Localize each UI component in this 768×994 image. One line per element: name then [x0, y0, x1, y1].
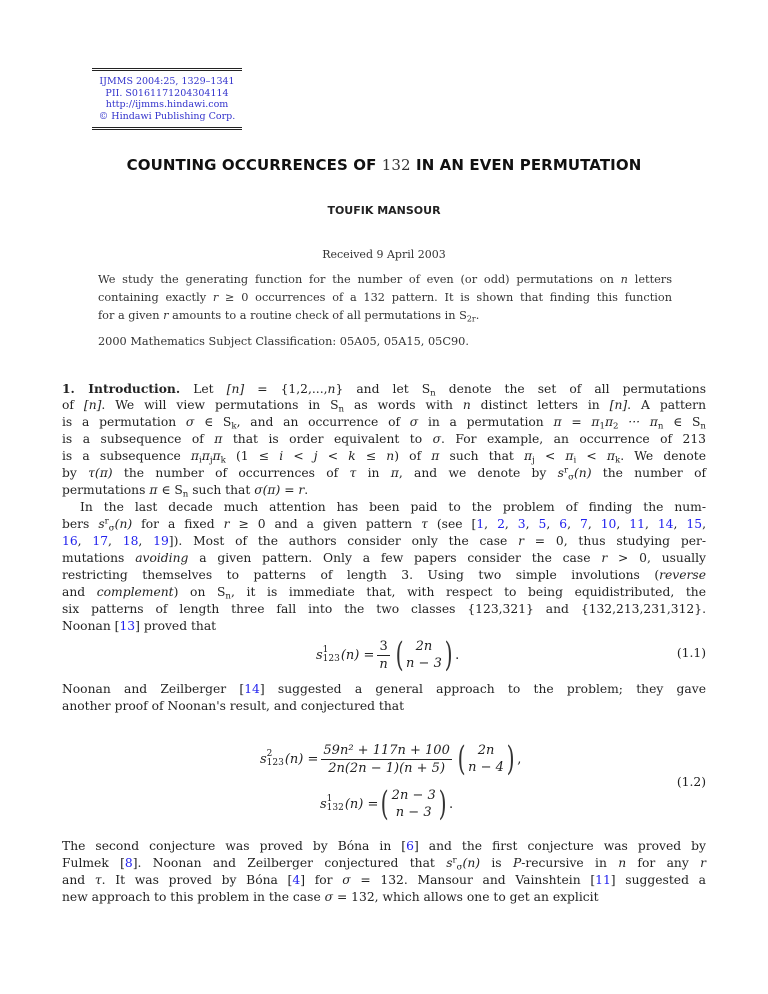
math-run: [n]	[83, 398, 102, 412]
math-run: reverse	[659, 568, 706, 582]
subscript: n	[430, 388, 436, 399]
text-run: and	[62, 873, 95, 887]
subscript: 1	[599, 421, 605, 432]
text-run: letters	[627, 273, 672, 286]
text-run: ≥ 0 and a given pattern	[229, 517, 422, 531]
equation-number: (1.2)	[676, 775, 706, 789]
title-post: IN AN EVEN PERMUTATION	[410, 156, 642, 174]
math-run: ··· π	[618, 415, 658, 429]
text-run: permutations	[62, 483, 150, 497]
citation-link[interactable]: 4	[292, 873, 301, 887]
citation-link[interactable]: 6	[559, 517, 568, 531]
equation-1-2-row2	[320, 784, 454, 824]
received-date: Received 9 April 2003	[322, 248, 446, 261]
text-run: ,	[673, 517, 687, 531]
math-run: π	[190, 449, 199, 463]
citation-link[interactable]: 19	[153, 534, 169, 548]
text-run: ] and the first conjecture was proved by	[413, 839, 706, 853]
text-run: ]. Noonan and Zeilberger conjectured that	[132, 856, 447, 870]
text-run: such that	[439, 449, 525, 463]
text-run: for a fixed	[132, 517, 224, 531]
eq-numerator: 3	[379, 638, 388, 654]
citation-link[interactable]: 16	[62, 534, 78, 548]
text-line	[62, 584, 706, 601]
msc-classification: 2000 Mathematics Subject Classification: 05A05, 05A15, 05C90.	[98, 335, 469, 348]
math-run: r	[223, 517, 230, 531]
citation-link[interactable]: 11	[595, 873, 611, 887]
citation-link[interactable]: 18	[122, 534, 139, 548]
text-run: = {1,2,...,	[244, 382, 328, 396]
eq-sub: 123	[322, 654, 340, 664]
text-run: distinct letters in	[470, 398, 610, 412]
binom-bottom: n − 4	[468, 760, 504, 775]
binomial: ( 2n n − 4 )	[457, 739, 515, 779]
text-run: mutations	[62, 551, 136, 565]
paragraph-history	[62, 838, 706, 906]
math-run: r	[518, 534, 525, 548]
text-line	[62, 448, 706, 465]
text-line	[62, 516, 706, 533]
eq-tail: .	[455, 647, 460, 663]
text-run: in a permutation	[418, 415, 554, 429]
text-line	[62, 533, 706, 550]
math-run: σ	[324, 890, 334, 904]
subscript: 2r	[466, 314, 476, 324]
text-line	[62, 499, 706, 516]
subscript: k	[231, 421, 237, 432]
citation-link[interactable]: 11	[629, 517, 645, 531]
math-run: [n]	[226, 382, 245, 396]
text-line	[62, 889, 706, 906]
text-run: ]). Most of the authors consider only the case	[168, 534, 519, 548]
text-line	[62, 601, 706, 618]
text-line	[62, 550, 706, 567]
text-run: ,	[702, 517, 706, 531]
subscript: n	[338, 404, 345, 415]
text-run: bers	[62, 517, 99, 531]
text-run: . A pattern	[627, 398, 706, 412]
citation-link[interactable]: 7	[580, 517, 588, 531]
text-run: amounts to a routine check of all permutations in	[168, 309, 460, 322]
text-run: ,	[77, 534, 93, 548]
text-line	[98, 289, 672, 307]
text-run: Let	[180, 382, 227, 396]
text-run: .	[475, 309, 480, 322]
equation-1-2-row1	[260, 739, 522, 779]
subscript: n	[700, 421, 706, 432]
binom-bottom: n − 3	[395, 805, 432, 820]
math-run: n	[618, 856, 627, 870]
text-line	[62, 482, 706, 499]
journal-header-box	[92, 68, 242, 130]
equation-1-1	[316, 635, 460, 675]
text-run: ,	[616, 517, 630, 531]
text-run: (see [	[427, 517, 477, 531]
text-run: and	[62, 585, 97, 599]
math-run: n	[462, 398, 471, 412]
text-line	[62, 397, 706, 414]
math-run: n	[620, 273, 628, 286]
math-run: π	[431, 449, 440, 463]
citation-link[interactable]: 14	[244, 682, 260, 696]
text-line	[62, 838, 706, 855]
math-run: π	[524, 449, 533, 463]
eq-sub: 123	[266, 758, 284, 768]
text-run: Noonan and Zeilberger [	[62, 682, 245, 696]
text-run: ∈ S	[663, 415, 701, 429]
text-run: ,	[484, 517, 498, 531]
eq-denominator: n	[379, 656, 388, 672]
citation-link[interactable]: 1	[476, 517, 485, 531]
math-run: π	[149, 483, 158, 497]
text-run: the number of	[591, 466, 707, 480]
math-run: (n)	[574, 466, 592, 480]
math-run: [n]	[609, 398, 628, 412]
text-line	[62, 681, 706, 698]
text-line	[62, 414, 706, 431]
citation-link[interactable]: 6	[406, 839, 414, 853]
text-run: a given pattern. Only a few papers consider the case	[188, 551, 602, 565]
text-run: that is order equivalent to	[222, 432, 433, 446]
subscript: σ	[568, 472, 574, 483]
subscript: σ	[108, 523, 115, 534]
eq-sup: 1	[322, 645, 329, 655]
text-run: , it is immediate that, with respect to being equidistributed, the	[230, 585, 706, 599]
author: TOUFIK MANSOUR	[327, 204, 441, 217]
paper-title	[0, 156, 768, 174]
math-run: σ	[342, 873, 351, 887]
eq-tail: .	[449, 796, 454, 812]
binomial: ( 2n n − 3 )	[395, 635, 453, 675]
math-run: π = π	[553, 415, 600, 429]
citation-link[interactable]: 5	[538, 517, 547, 531]
text-run: . It was proved by Bóna [	[101, 873, 293, 887]
eq-tail: ,	[517, 751, 522, 767]
math-run: s	[98, 517, 105, 531]
math-run: π	[390, 466, 399, 480]
math-run: π	[201, 449, 210, 463]
binom-top: 2n	[415, 639, 433, 654]
text-run: is a subsequence	[62, 449, 191, 463]
math-run: i < j < k	[279, 449, 356, 463]
text-run: for any	[626, 856, 701, 870]
superscript: r	[563, 465, 569, 476]
subscript: n	[182, 489, 189, 500]
superscript: r	[104, 516, 109, 527]
citation-link[interactable]: 8	[124, 856, 133, 870]
text-run: ,	[644, 517, 658, 531]
journal-url[interactable]: http://ijmms.hindawi.com	[105, 99, 229, 110]
citation-link[interactable]: 2	[497, 517, 505, 531]
paragraph-conjecture	[62, 681, 706, 715]
journal-citation: IJMMS 2004:25, 1329–1341	[99, 76, 235, 87]
text-run: ≤	[355, 449, 387, 463]
eq-arg: (n) =	[344, 796, 379, 812]
text-line	[62, 855, 706, 872]
text-line	[62, 618, 706, 635]
superscript: r	[452, 855, 457, 866]
text-line	[98, 307, 672, 325]
pii: PII. S0161171204304114	[105, 87, 229, 99]
text-run: } and let S	[335, 382, 431, 396]
text-line	[98, 271, 672, 289]
equation-number: (1.1)	[676, 646, 706, 660]
text-run: ] for	[300, 873, 343, 887]
text-run: ,	[525, 517, 539, 531]
text-line	[62, 698, 706, 715]
subscript: σ	[456, 862, 463, 873]
copyright: © Hindawi Publishing Corp.	[98, 110, 236, 122]
text-run: the number of occurrences of	[112, 466, 350, 480]
math-run: σ	[185, 415, 195, 429]
text-run: ∈ S	[157, 483, 183, 497]
text-run: ) of	[394, 449, 432, 463]
text-run: in	[356, 466, 391, 480]
title-number: 132	[381, 156, 411, 174]
text-run: ,	[108, 534, 123, 548]
text-run: . For example, an occurrence of 213	[441, 432, 706, 446]
math-run: σ	[409, 415, 419, 429]
binom-bottom: n − 3	[406, 656, 442, 671]
eq-s: s	[320, 796, 327, 812]
eq-sub: 132	[326, 803, 344, 813]
text-run: . We will view permutations in S	[101, 398, 339, 412]
text-run: ] suggested a general approach to the problem; they gave	[259, 682, 706, 696]
text-run: = 132, which allows one to get an explicit	[333, 890, 599, 904]
paragraph-introduction	[62, 380, 706, 635]
subscript: j	[532, 455, 535, 466]
text-run: for a given	[98, 309, 164, 322]
math-run: π	[214, 432, 223, 446]
text-run: We study the generating function for the number of even (or odd) permutations on	[98, 273, 621, 286]
subscript: k	[614, 455, 621, 466]
math-run: r	[212, 291, 219, 304]
math-run: n	[386, 449, 395, 463]
subscript: n	[225, 591, 231, 602]
text-run: restricting themselves to patterns of length 3. Using two simple involutions (	[62, 568, 660, 582]
subscript: k	[220, 455, 226, 466]
eq-sup: 2	[266, 749, 273, 759]
text-run: = 132. Mansour and Vainshtein [	[350, 873, 596, 887]
math-run: s	[557, 466, 564, 480]
math-run: avoiding	[135, 551, 189, 565]
subscript: i	[198, 455, 202, 466]
text-run: ≥ 0 occurrences of a 132 pattern. It is shown that finding this function	[218, 291, 672, 304]
text-run: .	[304, 483, 309, 497]
eq-arg: (n) =	[340, 647, 375, 663]
math-run: r	[163, 309, 169, 322]
math-run: σ	[432, 432, 442, 446]
text-run: six patterns of length three fall into the two classes {123,321} and {132,213,231,312}.	[62, 602, 706, 616]
text-run: containing exactly	[98, 291, 213, 304]
text-run: Fulmek [	[62, 856, 125, 870]
text-run: (1 ≤	[225, 449, 280, 463]
math-run: r	[700, 856, 706, 870]
math-run: n	[327, 382, 336, 396]
math-run: r	[601, 551, 608, 565]
binom-top: 2n	[477, 743, 495, 758]
text-run: is a permutation	[62, 415, 186, 429]
text-run: ] proved that	[135, 619, 217, 633]
eq-s: s	[316, 647, 323, 663]
subscript: n	[657, 421, 664, 432]
text-run: as words with	[344, 398, 463, 412]
text-line	[62, 465, 706, 482]
math-run: τ	[349, 466, 357, 480]
text-run: ,	[138, 534, 154, 548]
text-run: denote the set of all permutations	[435, 382, 707, 396]
text-run: Noonan [	[62, 619, 120, 633]
eq-arg: (n) =	[284, 751, 319, 767]
text-run: ) on S	[173, 585, 226, 599]
math-run: < π	[534, 449, 574, 463]
text-run: In the last decade much attention has been paid to the problem of finding the num-	[80, 500, 706, 514]
subscript: i	[573, 455, 577, 466]
text-run: ,	[587, 517, 601, 531]
text-line	[62, 431, 706, 448]
subscript: 2	[613, 421, 619, 432]
text-run: ,	[504, 517, 518, 531]
text-run: -recursive in	[521, 856, 619, 870]
text-run: , and an occurrence of	[236, 415, 410, 429]
text-run: another proof of Noonan's result, and conjectured that	[62, 699, 405, 713]
text-run: by	[62, 466, 89, 480]
text-run: . We denote	[620, 449, 707, 463]
math-run: π	[212, 449, 221, 463]
text-run: of	[62, 398, 84, 412]
math-run: (n)	[462, 856, 481, 870]
math-run: P	[512, 856, 522, 870]
text-run: ,	[546, 517, 560, 531]
text-run: new approach to this problem in the case	[62, 890, 325, 904]
math-run: (n)	[114, 517, 133, 531]
abstract	[98, 271, 672, 325]
text-run: ,	[567, 517, 580, 531]
binomial: ( 2n − 3 n − 3 )	[381, 784, 447, 824]
binom-top: 2n − 3	[391, 788, 436, 803]
text-run: is a subsequence of	[62, 432, 215, 446]
eq-numerator: 59n² + 117n + 100	[323, 742, 450, 758]
text-run: S	[459, 309, 467, 322]
math-run: < π	[576, 449, 615, 463]
math-run: τ	[421, 517, 428, 531]
text-run: such that	[188, 483, 255, 497]
eq-denominator: 2n(2n − 1)(n + 5)	[328, 760, 446, 776]
title-pre: COUNTING OCCURRENCES OF	[126, 156, 382, 174]
math-run: σ(π) = r	[254, 483, 305, 497]
text-run: ∈ S	[194, 415, 232, 429]
section-heading: 1. Introduction.	[62, 381, 181, 396]
citation-link[interactable]: 13	[119, 619, 136, 633]
citation-link[interactable]: 3	[517, 517, 526, 531]
math-run: τ(π)	[88, 466, 113, 480]
math-run: π	[604, 415, 614, 429]
math-run: complement	[96, 585, 174, 599]
text-line	[62, 380, 706, 397]
text-run: ] suggested a	[610, 873, 706, 887]
text-run: is	[480, 856, 513, 870]
eq-sup: 1	[326, 794, 333, 804]
text-run: The second conjecture was proved by Bóna in [	[62, 839, 407, 853]
text-run: = 0, thus studying per-	[524, 534, 707, 548]
text-line	[62, 567, 706, 584]
text-line	[62, 872, 706, 889]
citation-link[interactable]: 15	[686, 517, 703, 531]
citation-link[interactable]: 17	[92, 534, 109, 548]
math-run: τ	[94, 873, 102, 887]
citation-link[interactable]: 10	[600, 517, 617, 531]
text-run: , and we denote by	[398, 466, 558, 480]
text-run: > 0, usually	[607, 551, 706, 565]
subscript: j	[209, 455, 213, 466]
citation-link[interactable]: 14	[657, 517, 674, 531]
math-run: s	[446, 856, 453, 870]
eq-s: s	[260, 751, 267, 767]
